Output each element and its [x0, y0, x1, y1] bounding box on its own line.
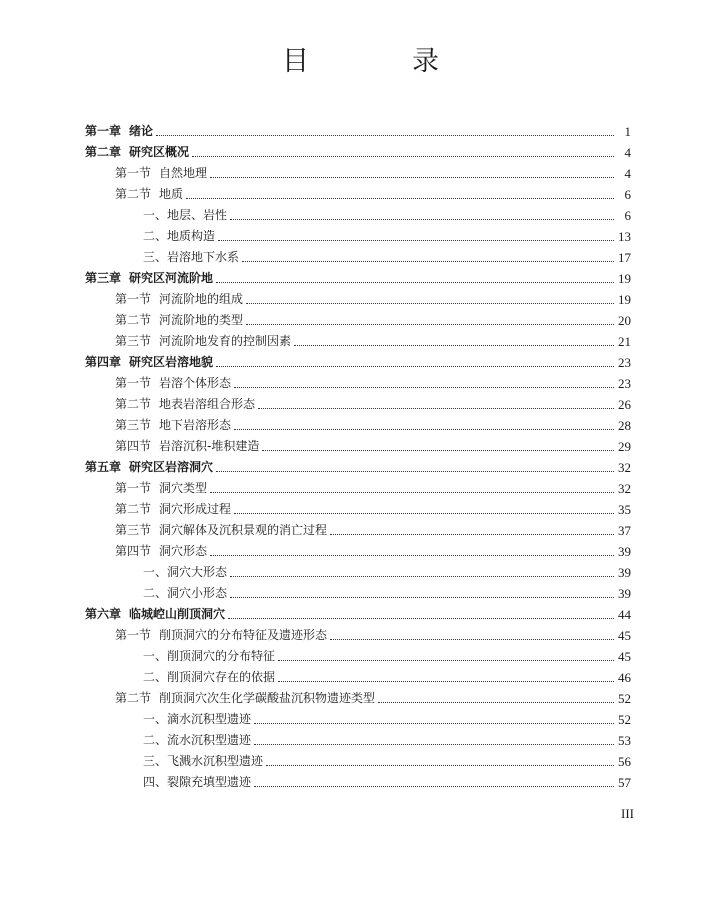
toc-entry-text: 洞穴形成过程	[159, 502, 232, 516]
toc-entry-page: 53	[618, 733, 631, 748]
toc-entry-label	[115, 499, 231, 520]
toc-entry-sub	[85, 772, 631, 793]
toc-entry-sub	[85, 247, 631, 268]
toc-entry-sub	[85, 709, 631, 730]
toc-leader-dots	[230, 597, 614, 598]
toc-entry-text: 研究区河流阶地	[129, 271, 214, 285]
toc-entry-number: 第一节	[115, 628, 152, 642]
toc-entry-number: 第五章	[85, 460, 122, 474]
toc-leader-dots	[156, 135, 614, 136]
toc-entry-label	[143, 667, 275, 688]
toc-entry-text: 岩溶个体形态	[159, 376, 232, 390]
toc-entry-page: 26	[618, 397, 631, 412]
toc-leader-dots	[210, 492, 614, 493]
toc-entry-text: 滴水沉积型遗迹	[167, 712, 252, 726]
toc-entry-sub	[85, 226, 631, 247]
toc-entry-page: 23	[618, 355, 631, 370]
toc-entry-page: 1	[624, 124, 631, 139]
toc-entry-number: 第三节	[115, 523, 152, 537]
toc-entry-page: 32	[618, 481, 631, 496]
toc-entry-number: 第一章	[85, 124, 122, 138]
toc-entry-text: 地层、岩性	[167, 208, 228, 222]
toc-entry-text: 岩溶沉积-堆积建造	[159, 439, 260, 453]
toc-leader-dots	[266, 765, 614, 766]
toc-entry-number: 第四章	[85, 355, 122, 369]
toc-leader-dots	[330, 639, 614, 640]
toc-entry-label	[143, 646, 275, 667]
toc-entry-page: 45	[618, 628, 631, 643]
toc-entry-page: 6	[624, 187, 631, 202]
toc-entry-text: 绪论	[129, 124, 154, 138]
toc-entry-text: 削顶洞穴存在的依据	[167, 670, 276, 684]
toc-entry-page: 6	[624, 208, 631, 223]
toc-entry-text: 流水沉积型遗迹	[167, 733, 252, 747]
toc-entry-number: 第六章	[85, 607, 122, 621]
toc-entry-text: 洞穴小形态	[167, 586, 228, 600]
toc-entry-text: 研究区岩溶洞穴	[129, 460, 214, 474]
toc-entry-page: 39	[618, 565, 631, 580]
toc-entry-number: 三、	[143, 250, 168, 264]
toc-entry-section	[85, 373, 631, 394]
page-title: 目 录	[282, 46, 477, 77]
toc-leader-dots	[230, 219, 614, 220]
toc-entry-label	[115, 478, 207, 499]
toc-entry-chapter	[85, 457, 631, 478]
toc-entry-number: 第四节	[115, 544, 152, 558]
toc-leader-dots	[186, 198, 614, 199]
toc-leader-dots	[258, 408, 614, 409]
toc-entry-sub	[85, 562, 631, 583]
toc-entry-number: 四、	[143, 775, 168, 789]
toc-entry-number: 第一节	[115, 166, 152, 180]
toc-leader-dots	[216, 366, 614, 367]
toc-entry-chapter	[85, 142, 631, 163]
toc-entry-page: 45	[618, 649, 631, 664]
toc-leader-dots	[210, 177, 614, 178]
toc-entry-section	[85, 520, 631, 541]
toc-entry-label	[115, 331, 291, 352]
toc-entry-number: 第一节	[115, 376, 152, 390]
toc-entry-number: 第二节	[115, 313, 152, 327]
toc-entry-label	[143, 772, 251, 793]
toc-entry-label	[85, 121, 153, 142]
toc-entry-section	[85, 163, 631, 184]
toc-entry-number: 第二节	[115, 397, 152, 411]
toc-leader-dots	[278, 660, 614, 661]
toc-entry-page: 4	[624, 145, 631, 160]
toc-entry-section	[85, 625, 631, 646]
toc-entry-text: 研究区概况	[129, 145, 190, 159]
toc-leader-dots	[294, 345, 614, 346]
toc-entry-label	[143, 751, 263, 772]
toc-leader-dots	[242, 261, 614, 262]
toc-entry-text: 岩溶地下水系	[167, 250, 240, 264]
toc-entry-number: 第二节	[115, 691, 152, 705]
toc-leader-dots	[218, 240, 614, 241]
toc-entry-text: 裂隙充填型遗迹	[167, 775, 252, 789]
toc-entry-label	[143, 709, 251, 730]
toc-entry-page: 28	[618, 418, 631, 433]
toc-entry-label	[143, 226, 215, 247]
toc-entry-page: 19	[618, 292, 631, 307]
toc-entry-text: 自然地理	[159, 166, 208, 180]
toc-entry-label	[115, 310, 243, 331]
toc-leader-dots	[234, 429, 614, 430]
toc-entry-page: 4	[624, 166, 631, 181]
toc-entry-text: 飞溅水沉积型遗迹	[167, 754, 264, 768]
toc-entry-chapter	[85, 268, 631, 289]
toc-entry-page: 39	[618, 586, 631, 601]
toc-leader-dots	[210, 555, 614, 556]
toc-entry-section	[85, 331, 631, 352]
toc-entry-text: 削顶洞穴次生化学碳酸盐沉积物遗迹类型	[159, 691, 376, 705]
toc-entry-sub	[85, 667, 631, 688]
toc-leader-dots	[254, 786, 614, 787]
toc-entry-number: 一、	[143, 208, 168, 222]
toc-entry-text: 洞穴形态	[159, 544, 208, 558]
toc-entry-label	[115, 373, 231, 394]
toc-entry-number: 二、	[143, 229, 168, 243]
toc-entry-section	[85, 688, 631, 709]
toc-leader-dots	[216, 471, 614, 472]
toc-entry-page: 20	[618, 313, 631, 328]
toc-entry-sub	[85, 205, 631, 226]
toc-leader-dots	[378, 702, 614, 703]
toc-entry-label	[115, 436, 259, 457]
toc-entry-text: 河流阶地的类型	[159, 313, 244, 327]
toc-entry-page: 21	[618, 334, 631, 349]
toc-entry-number: 一、	[143, 649, 168, 663]
toc-entry-label	[143, 247, 239, 268]
toc-entry-number: 第三章	[85, 271, 122, 285]
toc-entry-text: 地质构造	[167, 229, 216, 243]
toc-entry-label	[115, 625, 327, 646]
toc-entry-text: 地下岩溶形态	[159, 418, 232, 432]
toc-leader-dots	[228, 618, 614, 619]
toc-entry-label	[143, 583, 227, 604]
toc-entry-page: 39	[618, 544, 631, 559]
toc-leader-dots	[278, 681, 614, 682]
toc-entry-text: 地表岩溶组合形态	[159, 397, 256, 411]
toc-entry-label	[143, 730, 251, 751]
toc-entry-page: 52	[618, 691, 631, 706]
toc-entry-section	[85, 394, 631, 415]
toc-entry-number: 第四节	[115, 439, 152, 453]
toc-entry-label	[85, 457, 213, 478]
toc-entry-number: 第三节	[115, 334, 152, 348]
toc-entry-page: 44	[618, 607, 631, 622]
table-of-contents	[85, 121, 631, 793]
toc-entry-text: 削顶洞穴的分布特征	[167, 649, 276, 663]
toc-entry-text: 洞穴解体及沉积景观的消亡过程	[159, 523, 328, 537]
toc-entry-section	[85, 436, 631, 457]
toc-entry-sub	[85, 583, 631, 604]
page-number: III	[621, 806, 634, 821]
toc-entry-label	[143, 205, 227, 226]
toc-entry-label	[115, 688, 375, 709]
toc-entry-label	[143, 562, 227, 583]
toc-entry-page: 29	[618, 439, 631, 454]
toc-entry-label	[85, 142, 189, 163]
toc-entry-text: 洞穴类型	[159, 481, 208, 495]
toc-entry-section	[85, 415, 631, 436]
toc-entry-label	[115, 394, 255, 415]
toc-entry-number: 第二节	[115, 502, 152, 516]
toc-entry-page: 13	[618, 229, 631, 244]
toc-entry-section	[85, 289, 631, 310]
toc-entry-number: 三、	[143, 754, 168, 768]
toc-entry-page: 35	[618, 502, 631, 517]
toc-entry-chapter	[85, 121, 631, 142]
toc-entry-text: 临城崆山削顶洞穴	[129, 607, 226, 621]
toc-entry-section	[85, 478, 631, 499]
toc-entry-page: 52	[618, 712, 631, 727]
toc-entry-number: 二、	[143, 586, 168, 600]
toc-entry-number: 第一节	[115, 292, 152, 306]
toc-entry-number: 一、	[143, 565, 168, 579]
toc-entry-text: 地质	[159, 187, 184, 201]
toc-entry-section	[85, 310, 631, 331]
toc-entry-label	[115, 184, 183, 205]
toc-entry-text: 洞穴大形态	[167, 565, 228, 579]
toc-leader-dots	[230, 576, 614, 577]
toc-entry-text: 削顶洞穴的分布特征及遗迹形态	[159, 628, 328, 642]
toc-entry-label	[85, 604, 225, 625]
toc-entry-section	[85, 184, 631, 205]
toc-entry-page: 17	[618, 250, 631, 265]
toc-entry-number: 第二章	[85, 145, 122, 159]
toc-leader-dots	[262, 450, 614, 451]
toc-entry-text: 河流阶地的组成	[159, 292, 244, 306]
toc-entry-page: 23	[618, 376, 631, 391]
toc-entry-number: 二、	[143, 733, 168, 747]
toc-leader-dots	[246, 303, 614, 304]
toc-entry-page: 19	[618, 271, 631, 286]
toc-leader-dots	[234, 513, 614, 514]
toc-entry-number: 二、	[143, 670, 168, 684]
toc-entry-number: 第三节	[115, 418, 152, 432]
toc-entry-number: 一、	[143, 712, 168, 726]
toc-leader-dots	[330, 534, 614, 535]
toc-entry-page: 46	[618, 670, 631, 685]
toc-leader-dots	[234, 387, 614, 388]
toc-entry-label	[115, 415, 231, 436]
toc-entry-sub	[85, 646, 631, 667]
toc-leader-dots	[246, 324, 614, 325]
toc-entry-section	[85, 499, 631, 520]
toc-leader-dots	[216, 282, 614, 283]
toc-entry-page: 56	[618, 754, 631, 769]
toc-entry-chapter	[85, 352, 631, 373]
toc-entry-label	[85, 268, 213, 289]
toc-leader-dots	[192, 156, 614, 157]
toc-entry-label	[115, 520, 327, 541]
toc-entry-label	[85, 352, 213, 373]
toc-leader-dots	[254, 723, 614, 724]
toc-leader-dots	[254, 744, 614, 745]
toc-entry-page: 37	[618, 523, 631, 538]
toc-entry-section	[85, 541, 631, 562]
toc-entry-sub	[85, 730, 631, 751]
toc-entry-number: 第二节	[115, 187, 152, 201]
toc-entry-label	[115, 289, 243, 310]
toc-entry-number: 第一节	[115, 481, 152, 495]
toc-entry-chapter	[85, 604, 631, 625]
toc-entry-text: 研究区岩溶地貌	[129, 355, 214, 369]
toc-entry-page: 57	[618, 775, 631, 790]
toc-entry-page: 32	[618, 460, 631, 475]
toc-entry-sub	[85, 751, 631, 772]
toc-entry-text: 河流阶地发育的控制因素	[159, 334, 292, 348]
toc-entry-label	[115, 163, 207, 184]
toc-entry-label	[115, 541, 207, 562]
